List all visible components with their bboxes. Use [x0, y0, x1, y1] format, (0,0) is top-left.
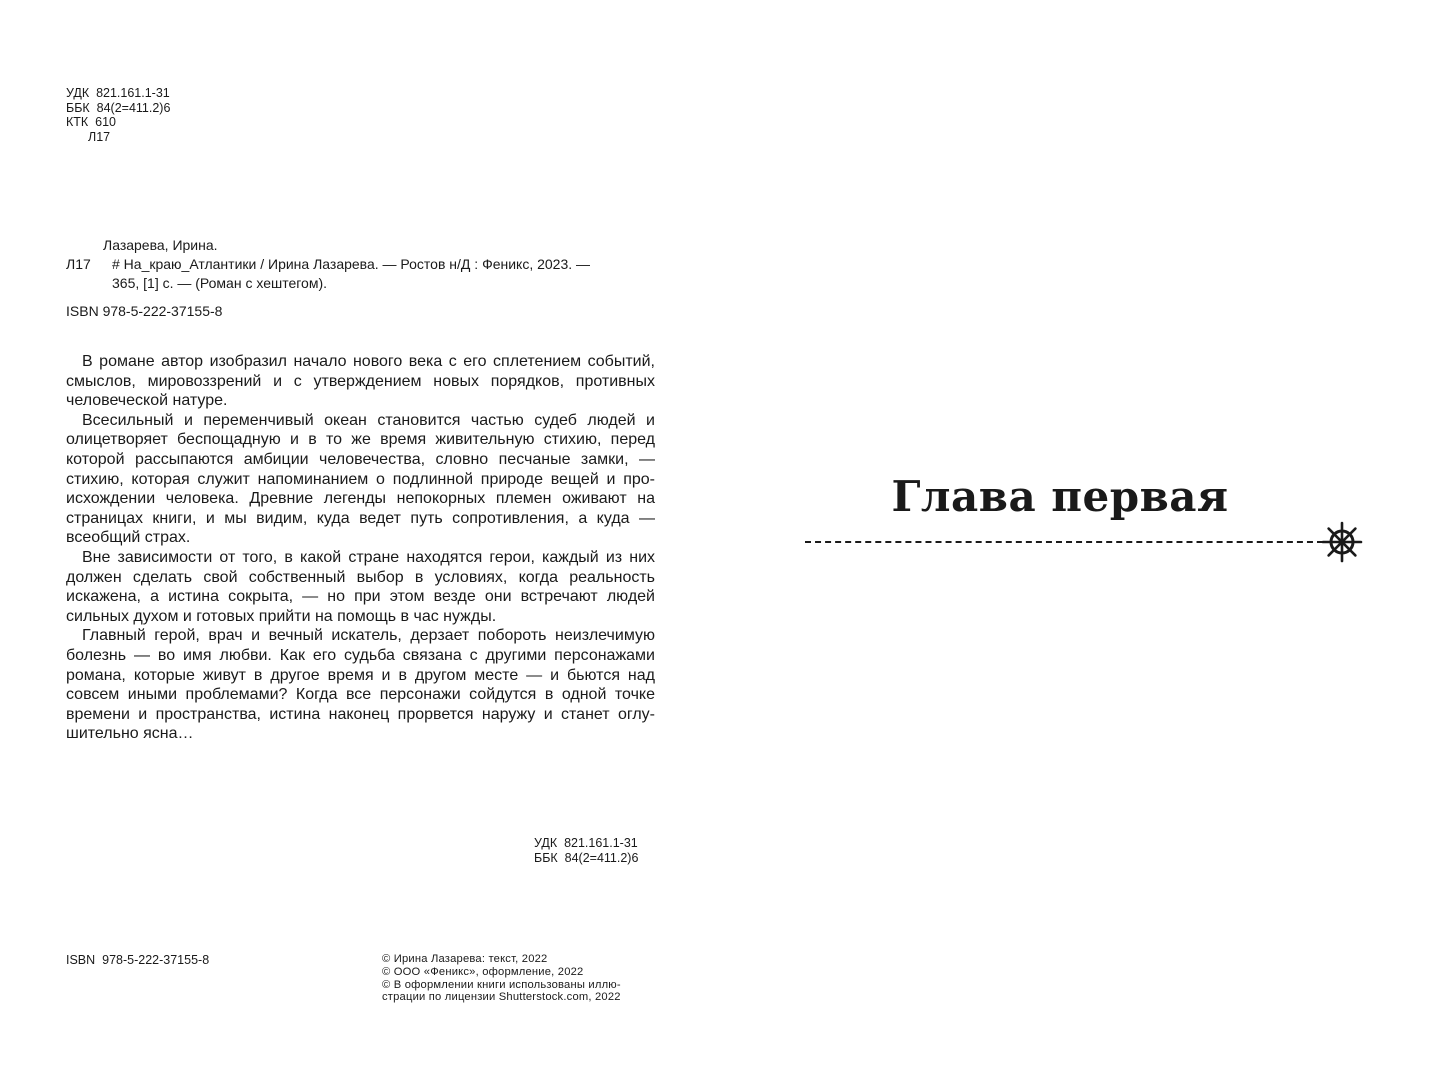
- annotation: [66, 352, 655, 744]
- classification-block-bottom: [534, 836, 638, 866]
- copyright-block: [382, 953, 652, 1004]
- udk-code: УДК 821.161.1-31: [66, 86, 170, 100]
- annotation-paragraph: Всесильный и переменчивый океан становится частью судеб людей и олицетворяет беспощадную и в то же время живительную стихию, перед которой рассыпаются амбиции человечества, словно песчаные замки, — стихию, которая служит напоминанием о подлинной природе вещей и происхождении человека. Древние легенды непокорных племен оживают на страницах книги, и мы видим, куда ведет путь сопротивления, а куда — всеобщий страх.: [66, 411, 655, 547]
- copyright-line: © Ирина Лазарева: текст, 2022: [382, 953, 548, 965]
- biblio-title-line: # На_краю_Атлантики / Ирина Лазарева. — Ростов н/Д : Феникс, 2023. —: [112, 256, 591, 272]
- bbk-code-bottom: ББК 84(2=411.2)6: [534, 851, 639, 865]
- dashed-rule: [805, 541, 1323, 543]
- biblio-pages-line: 365, [1] с. — (Роман с хештегом).: [112, 275, 328, 291]
- chapter-title: Глава первая: [891, 472, 1229, 521]
- udk-code-bottom: УДК 821.161.1-31: [534, 836, 638, 850]
- annotation-paragraph: Вне зависимости от того, в какой стране находятся герои, каждый из них должен сделать свой собственный выбор в условиях, когда реальность искажена, а истина сокрыта, — но при этом везде они встречают людей сильных духом и готовых прийти на помощь в час нужды.: [66, 548, 655, 625]
- annotation-paragraph: В романе автор изобразил начало нового века с его сплетением событий, смыслов, мировоззрений и с утверждением новых порядков, противных человеческой натуре.: [66, 353, 655, 410]
- ktk-code: КТК 610: [66, 115, 116, 129]
- biblio-author-mark: Л17: [66, 256, 91, 272]
- copyright-line: страции по лицензии Shutterstock.com, 2022: [382, 991, 621, 1004]
- copyright-line: © В оформлении книги использованы иллю-: [382, 978, 621, 991]
- bbk-code: ББК 84(2=411.2)6: [66, 100, 171, 115]
- author-mark: Л17: [88, 129, 111, 144]
- biblio-author: Лазарева, Ирина.: [103, 237, 218, 253]
- ship-wheel-icon: [1320, 520, 1364, 564]
- copyright-line: © ООО «Феникс», оформление, 2022: [382, 965, 584, 978]
- isbn-bottom: ISBN 978-5-222-37155-8: [66, 953, 210, 967]
- classification-block-top: [66, 86, 170, 144]
- bibliographic-record: [66, 236, 666, 293]
- isbn-top: ISBN 978-5-222-37155-8: [66, 303, 223, 319]
- annotation-paragraph: Главный герой, врач и вечный искатель, дерзает побороть неизлечимую болезнь — во имя любви. Как его судьба связана с другими персонажами романа, которые живут в другое время и в другом месте — и бьются над совсем иными проблемами? Когда все персонажи сойдутся в одной точке времени и пространства, истина наконец прорвется наружу и станет оглушительно ясна…: [66, 627, 655, 743]
